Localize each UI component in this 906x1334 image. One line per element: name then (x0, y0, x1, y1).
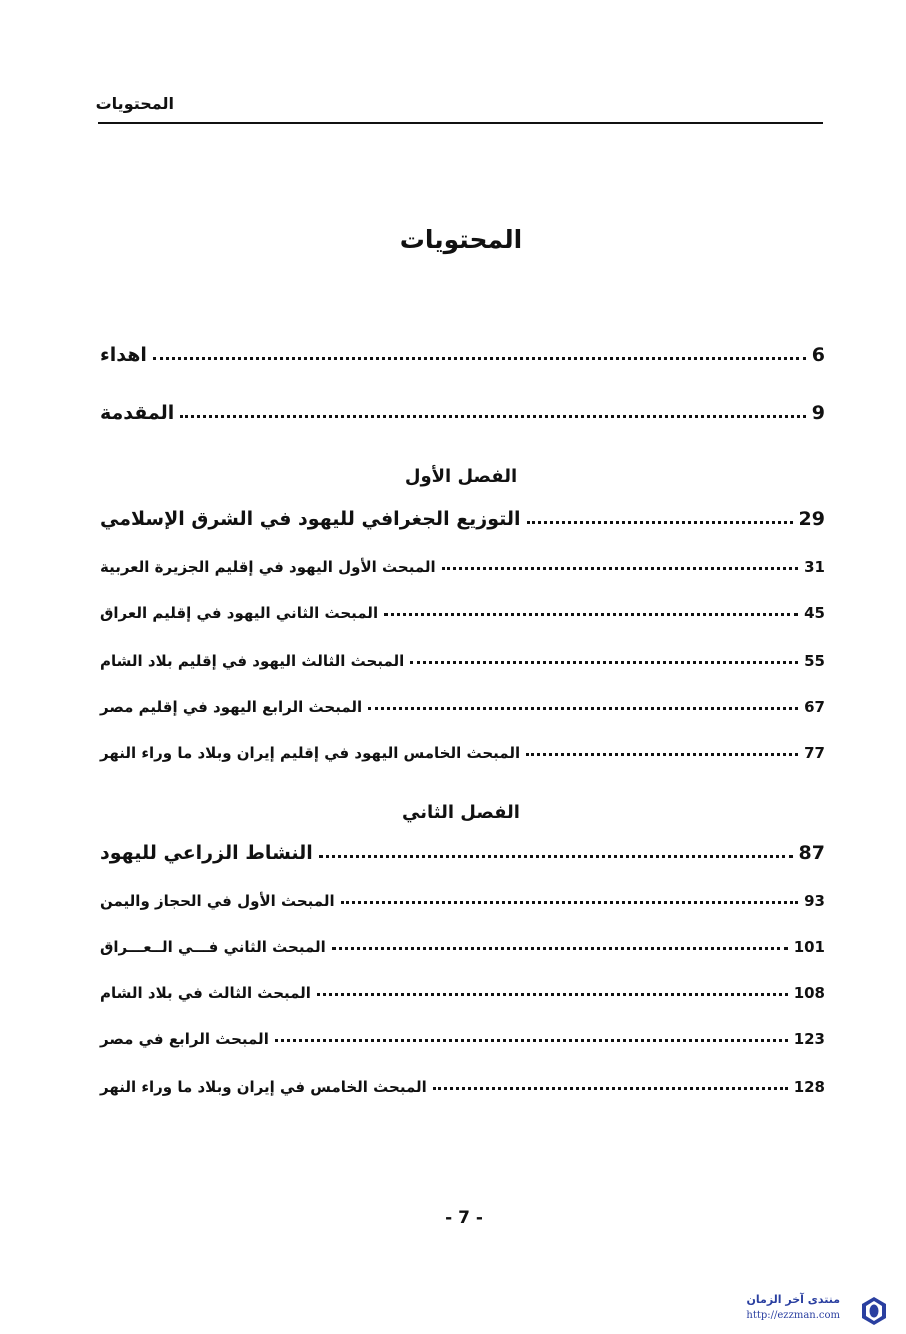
toc-leader (384, 613, 798, 616)
toc-entry-section[interactable] (100, 1068, 825, 1096)
toc-entry-section[interactable] (100, 642, 825, 670)
header-rule (98, 122, 823, 124)
toc-page: 55 (804, 652, 825, 670)
toc-entry-section[interactable] (100, 928, 825, 956)
toc-label: المبحث الرابع اليهود في إقليم مصر (100, 698, 363, 716)
toc-label: المبحث الرابع في مصر (100, 1030, 269, 1048)
toc-leader (527, 521, 793, 524)
toc-label: المبحث الخامس اليهود في إقليم إيران وبلاد ما وراء النهر (100, 744, 521, 762)
toc-leader (180, 415, 805, 418)
toc-page: 128 (793, 1078, 825, 1096)
toc-leader (153, 357, 806, 360)
toc-label: اهداء (100, 344, 147, 366)
toc-page: 29 (798, 508, 825, 530)
toc-entry-section[interactable] (100, 882, 825, 910)
toc-entry-chapter-main[interactable] (100, 836, 825, 864)
running-head: المحتويات (95, 94, 174, 113)
toc-label: المقدمة (100, 402, 175, 424)
chapter-heading: الفصل الأول (404, 466, 518, 487)
toc-label: المبحث الثاني فـــي الــعـــراق (100, 938, 326, 956)
toc-label: المبحث الأول اليهود في إقليم الجزيرة العربية (100, 558, 436, 576)
watermark-url: http://ezzman.com (746, 1310, 840, 1321)
toc-leader (410, 661, 798, 664)
toc-entry-chapter-main[interactable] (100, 502, 825, 530)
toc-page: 77 (804, 744, 825, 762)
toc-leader (332, 947, 788, 950)
toc-leader (319, 855, 793, 858)
toc-entry-section[interactable] (100, 548, 825, 576)
toc-leader (317, 993, 788, 996)
toc-label: المبحث الثالث في بلاد الشام (100, 984, 311, 1002)
toc-leader (341, 901, 799, 904)
toc-page: 108 (793, 984, 825, 1002)
toc-entry-section[interactable] (100, 688, 825, 716)
toc-entry-section[interactable] (100, 974, 825, 1002)
toc-entry-section[interactable] (100, 594, 825, 622)
page-number: - 7 - (445, 1208, 483, 1228)
toc-page: 101 (793, 938, 825, 956)
toc-page: 87 (798, 842, 825, 864)
toc-entry-section[interactable] (100, 734, 825, 762)
chapter-heading: الفصل الثاني (402, 802, 520, 823)
toc-label: المبحث الثالث اليهود في إقليم بلاد الشام (100, 652, 405, 670)
page-title: المحتويات (399, 225, 523, 254)
toc-leader (275, 1039, 788, 1042)
toc-label: المبحث الأول في الحجاز واليمن (100, 892, 335, 910)
toc-page: 67 (804, 698, 825, 716)
forum-watermark (725, 1293, 890, 1329)
toc-page: 123 (793, 1030, 825, 1048)
toc-leader (442, 567, 798, 570)
toc-leader (433, 1087, 788, 1090)
toc-entry-section[interactable] (100, 1020, 825, 1048)
toc-label: النشاط الزراعي لليهود (100, 842, 313, 864)
shield-logo-icon (858, 1295, 890, 1327)
toc-entry-introduction[interactable] (100, 396, 825, 424)
toc-label: المبحث الثاني اليهود في إقليم العراق (100, 604, 379, 622)
toc-label: التوزيع الجغرافي لليهود في الشرق الإسلامي (100, 508, 521, 530)
toc-label: المبحث الخامس في إيران وبلاد ما وراء النهر (100, 1078, 427, 1096)
toc-entry-dedication[interactable] (100, 338, 825, 366)
toc-page: 6 (811, 344, 825, 366)
toc-leader (368, 707, 798, 710)
watermark-name: منتدى آخر الزمان (746, 1293, 840, 1306)
toc-page: 93 (804, 892, 825, 910)
toc-page: 45 (804, 604, 825, 622)
toc-page: 31 (804, 558, 825, 576)
toc-page: 9 (811, 402, 825, 424)
toc-leader (526, 753, 798, 756)
